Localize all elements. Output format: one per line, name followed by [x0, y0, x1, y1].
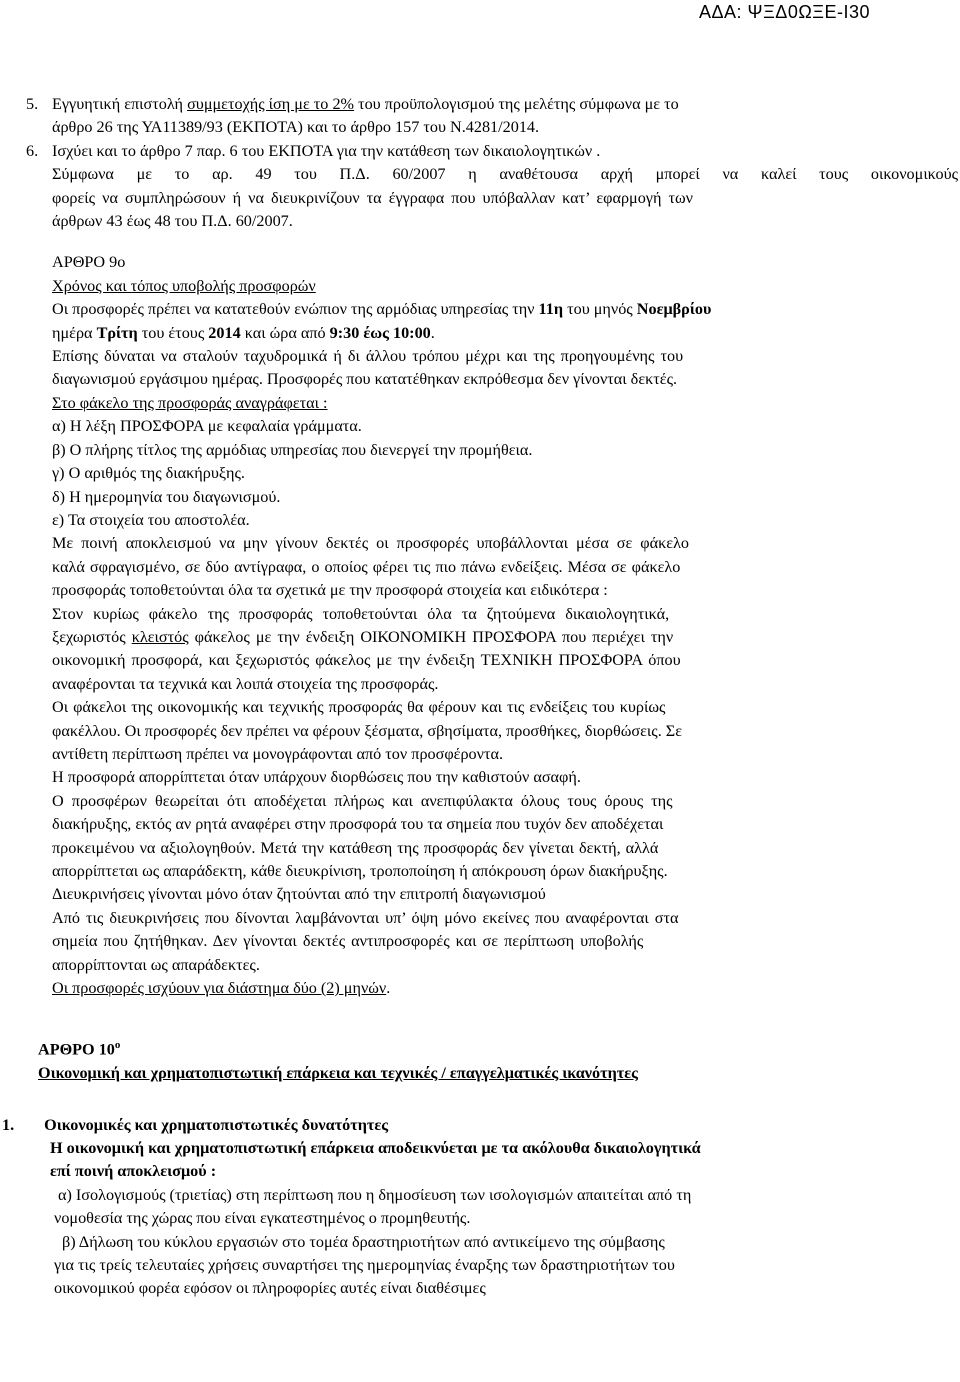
penalty-line: Με ποινή αποκλεισμού να μην γίνουν δεκτές οι προσφορές υποβάλλονται μέσα σε φάκελο — [52, 534, 690, 553]
list-item — [26, 93, 958, 140]
main-envelope-line: οικονομική προσφορά, και ξεχωριστός φάκελος με την ένδειξη ΤΕΧΝΙΚΗ ΠΡΟΣΦΟΡΑ όπου — [52, 651, 681, 670]
envelope-title: Στο φάκελο της προσφοράς αναγράφεται : — [52, 393, 328, 412]
section-title: 1. Οικονομικές και χρηματοπιστωτικές δυνατότητες — [2, 1115, 389, 1134]
alpha-line: νομοθεσία της χώρας που είναι εγκατεστημένος ο προμηθευτής. — [54, 1209, 471, 1228]
envelope-item: ε) Τα στοιχεία του αποστολέα. — [52, 510, 250, 529]
pd-paragraph — [52, 163, 958, 233]
clarification-line: Από τις διευκρινήσεις που δίνονται λαμβάνονται υπ’ όψη μόνο εκείνες που αναφέρονται στα — [52, 908, 679, 927]
article-subheading: Οικονομική και χρηματοπιστωτική επάρκεια και τεχνικές / επαγγελματικές ικανότητες — [38, 1064, 638, 1083]
accept-line: απορρίπτεται ως απαράδεκτη, κάθε διευκρίνιση, τροποποίηση ή απόκρουση όρων διακήρυξης. — [52, 862, 668, 880]
section-bold-line: Η οικονομική και χρηματοπιστωτική επάρκεια αποδεικνύεται με τα ακόλουθα δικαιολογητικά — [50, 1139, 701, 1158]
penalty-line: καλά σφραγισμένο, σε δύο αντίγραφα, ο οποίος φέρει τις πιο πάνω ενδείξεις. Μέσα σε φάκελο — [52, 557, 681, 576]
mail-line: διαγωνισμού εργάσιμου ημέρας. Προσφορές που κατατέθηκαν εκπρόθεσμα δεν γίνονται δεκτές. — [52, 370, 678, 389]
article-10 — [38, 1034, 958, 1085]
article-heading: ΑΡΘΡΟ 9ο — [52, 253, 126, 272]
alpha-line: α) Ισολογισμούς (τριετίας) στη περίπτωση που η δημοσίευση των ισολογισμών απαιτείται από τη — [58, 1185, 692, 1204]
item-number: 6. — [26, 141, 39, 160]
envelope-item: β) Ο πλήρης τίτλος της αρμόδιας υπηρεσίας που διενεργεί την προμήθεια. — [52, 440, 533, 459]
validity-line: Οι προσφορές ισχύουν για διάστημα δύο (2) μηνών. — [52, 979, 391, 998]
envelopes-line: φακέλλου. Οι προσφορές δεν πρέπει να φέρουν ξέσματα, σβησίματα, προσθήκες, διορθώσεις. Σε — [52, 721, 683, 740]
mail-line: Επίσης δύναται να σταλούν ταχυδρομικά ή δι άλλου τρόπου μέχρι και της προηγουμένης του — [52, 347, 684, 366]
section-bold-line: επί ποινή αποκλεισμού : — [50, 1162, 217, 1181]
beta-line: β) Δήλωση του κύκλου εργασιών στο τομέα δραστηριοτήτων από αντικείμενο της σύμβασης — [62, 1232, 665, 1251]
article-9 — [52, 251, 958, 1000]
envelopes-line: αντίθετη περίπτωση πρέπει να μονογράφονται από τον προσφέροντα. — [52, 744, 504, 763]
item-line: άρθρο 26 της ΥΑ11389/93 (ΕΚΠΟΤΑ) και το άρθρο 157 του Ν.4281/2014. — [52, 118, 540, 137]
accept-line: διακήρυξης, εκτός αν ρητά αναφέρει στην προσφορά του τα σημεία που τυχόν δεν αποδέχεται — [52, 815, 664, 834]
deadline-line: Οι προσφορές πρέπει να κατατεθούν ενώπιον της αρμόδιας υπηρεσίας την 11η του μηνός Νοεμβρίου — [52, 300, 712, 319]
paragraph-line: φορείς να συμπληρώσουν ή να διευκρινίζουν τα έγγραφα που υπόβαλλαν κατ’ εφαρμογή των — [52, 188, 693, 207]
envelope-item: α) Η λέξη ΠΡΟΣΦΟΡΑ με κεφαλαία γράμματα. — [52, 417, 362, 436]
main-envelope-line: Στον κυρίως φάκελο της προσφοράς τοποθετούνται όλα τα ζητούμενα δικαιολογητικά, — [52, 604, 670, 623]
main-envelope-line: ξεχωριστός κλειστός φάκελος με την ένδειξη ΟΙΚΟΝΟΜΙΚΗ ΠΡΟΣΦΟΡΑ που περιέχει την — [52, 627, 674, 646]
item-number: 5. — [26, 95, 39, 113]
clarification-line: απορρίπτονται ως απαράδεκτες. — [52, 955, 260, 974]
envelope-item: δ) Η ημερομηνία του διαγωνισμού. — [52, 487, 281, 506]
paragraph-line: άρθρων 43 έως 48 του Π.Δ. 60/2007. — [52, 212, 293, 231]
beta-line: οικονομικού φορέα εφόσον οι πληροφορίες αυτές είναι διαθέσιμες — [54, 1279, 486, 1298]
list-item — [26, 140, 958, 163]
article-heading: ΑΡΘΡΟ $10^o$ — [38, 1039, 121, 1059]
document-body — [2, 93, 958, 1301]
accept-line: Ο προσφέρων θεωρείται ότι αποδέχεται πλήρως και ανεπιφύλακτα όλους τους όρους της — [52, 791, 673, 810]
envelope-item: γ) Ο αριθμός της διακήρυξης. — [52, 464, 245, 483]
clarification-line: Διευκρινήσεις γίνονται μόνο όταν ζητούνται από την επιτροπή διαγωνισμού — [52, 885, 546, 904]
ada-code: ΑΔΑ: ΨΞΔ0ΩΞΕ-Ι30 — [699, 2, 870, 22]
accept-line: προκειμένου να αξιολογηθούν. Μετά την κατάθεση της προσφοράς δεν γίνεται δεκτή, αλλά — [52, 838, 659, 857]
article-subheading: Χρόνος και τόπος υποβολής προσφορών — [52, 276, 316, 295]
item-line: Εγγυητική επιστολή συμμετοχής ίση με το 2% του προϋπολογισμού της μελέτης σύμφωνα με το — [52, 95, 679, 113]
beta-line: για τις τρείς τελευταίες χρήσεις συναρτήσει της ημερομηνίας έναρξης των δραστηριοτήτων του — [54, 1256, 675, 1275]
envelopes-line: Οι φάκελοι της οικονομικής και τεχνικής προσφοράς θα φέρουν και τις ενδείξεις του κυρίως — [52, 698, 666, 717]
item-line: Ισχύει και το άρθρο 7 παρ. 6 του ΕΚΠΟΤΑ για την κατάθεση των δικαιολογητικών . — [52, 141, 601, 160]
paragraph-line: Σύμφωνα με το αρ. 49 του Π.Δ. 60/2007 η αναθέτουσα αρχή μπορεί να καλεί τους οικονομικούς — [52, 165, 958, 184]
section-1 — [2, 1114, 960, 1301]
main-envelope-line: αναφέρονται τα τεχνικά και λοιπά στοιχεία της προσφοράς. — [52, 674, 439, 693]
penalty-line: προσφοράς τοποθετούνται όλα τα σχετικά με την προσφορά στοιχεία και ειδικότερα : — [52, 581, 608, 600]
clarification-line: σημεία που ζητήθηκαν. Δεν γίνονται δεκτές αντιπροσφορές και σε περίπτωση υποβολής — [52, 932, 644, 951]
rejected-line: Η προσφορά απορρίπτεται όταν υπάρχουν διορθώσεις που την καθιστούν ασαφή. — [52, 768, 581, 787]
deadline-line: ημέρα Τρίτη του έτους 2014 και ώρα από 9:30 έως 10:00. — [52, 323, 435, 342]
